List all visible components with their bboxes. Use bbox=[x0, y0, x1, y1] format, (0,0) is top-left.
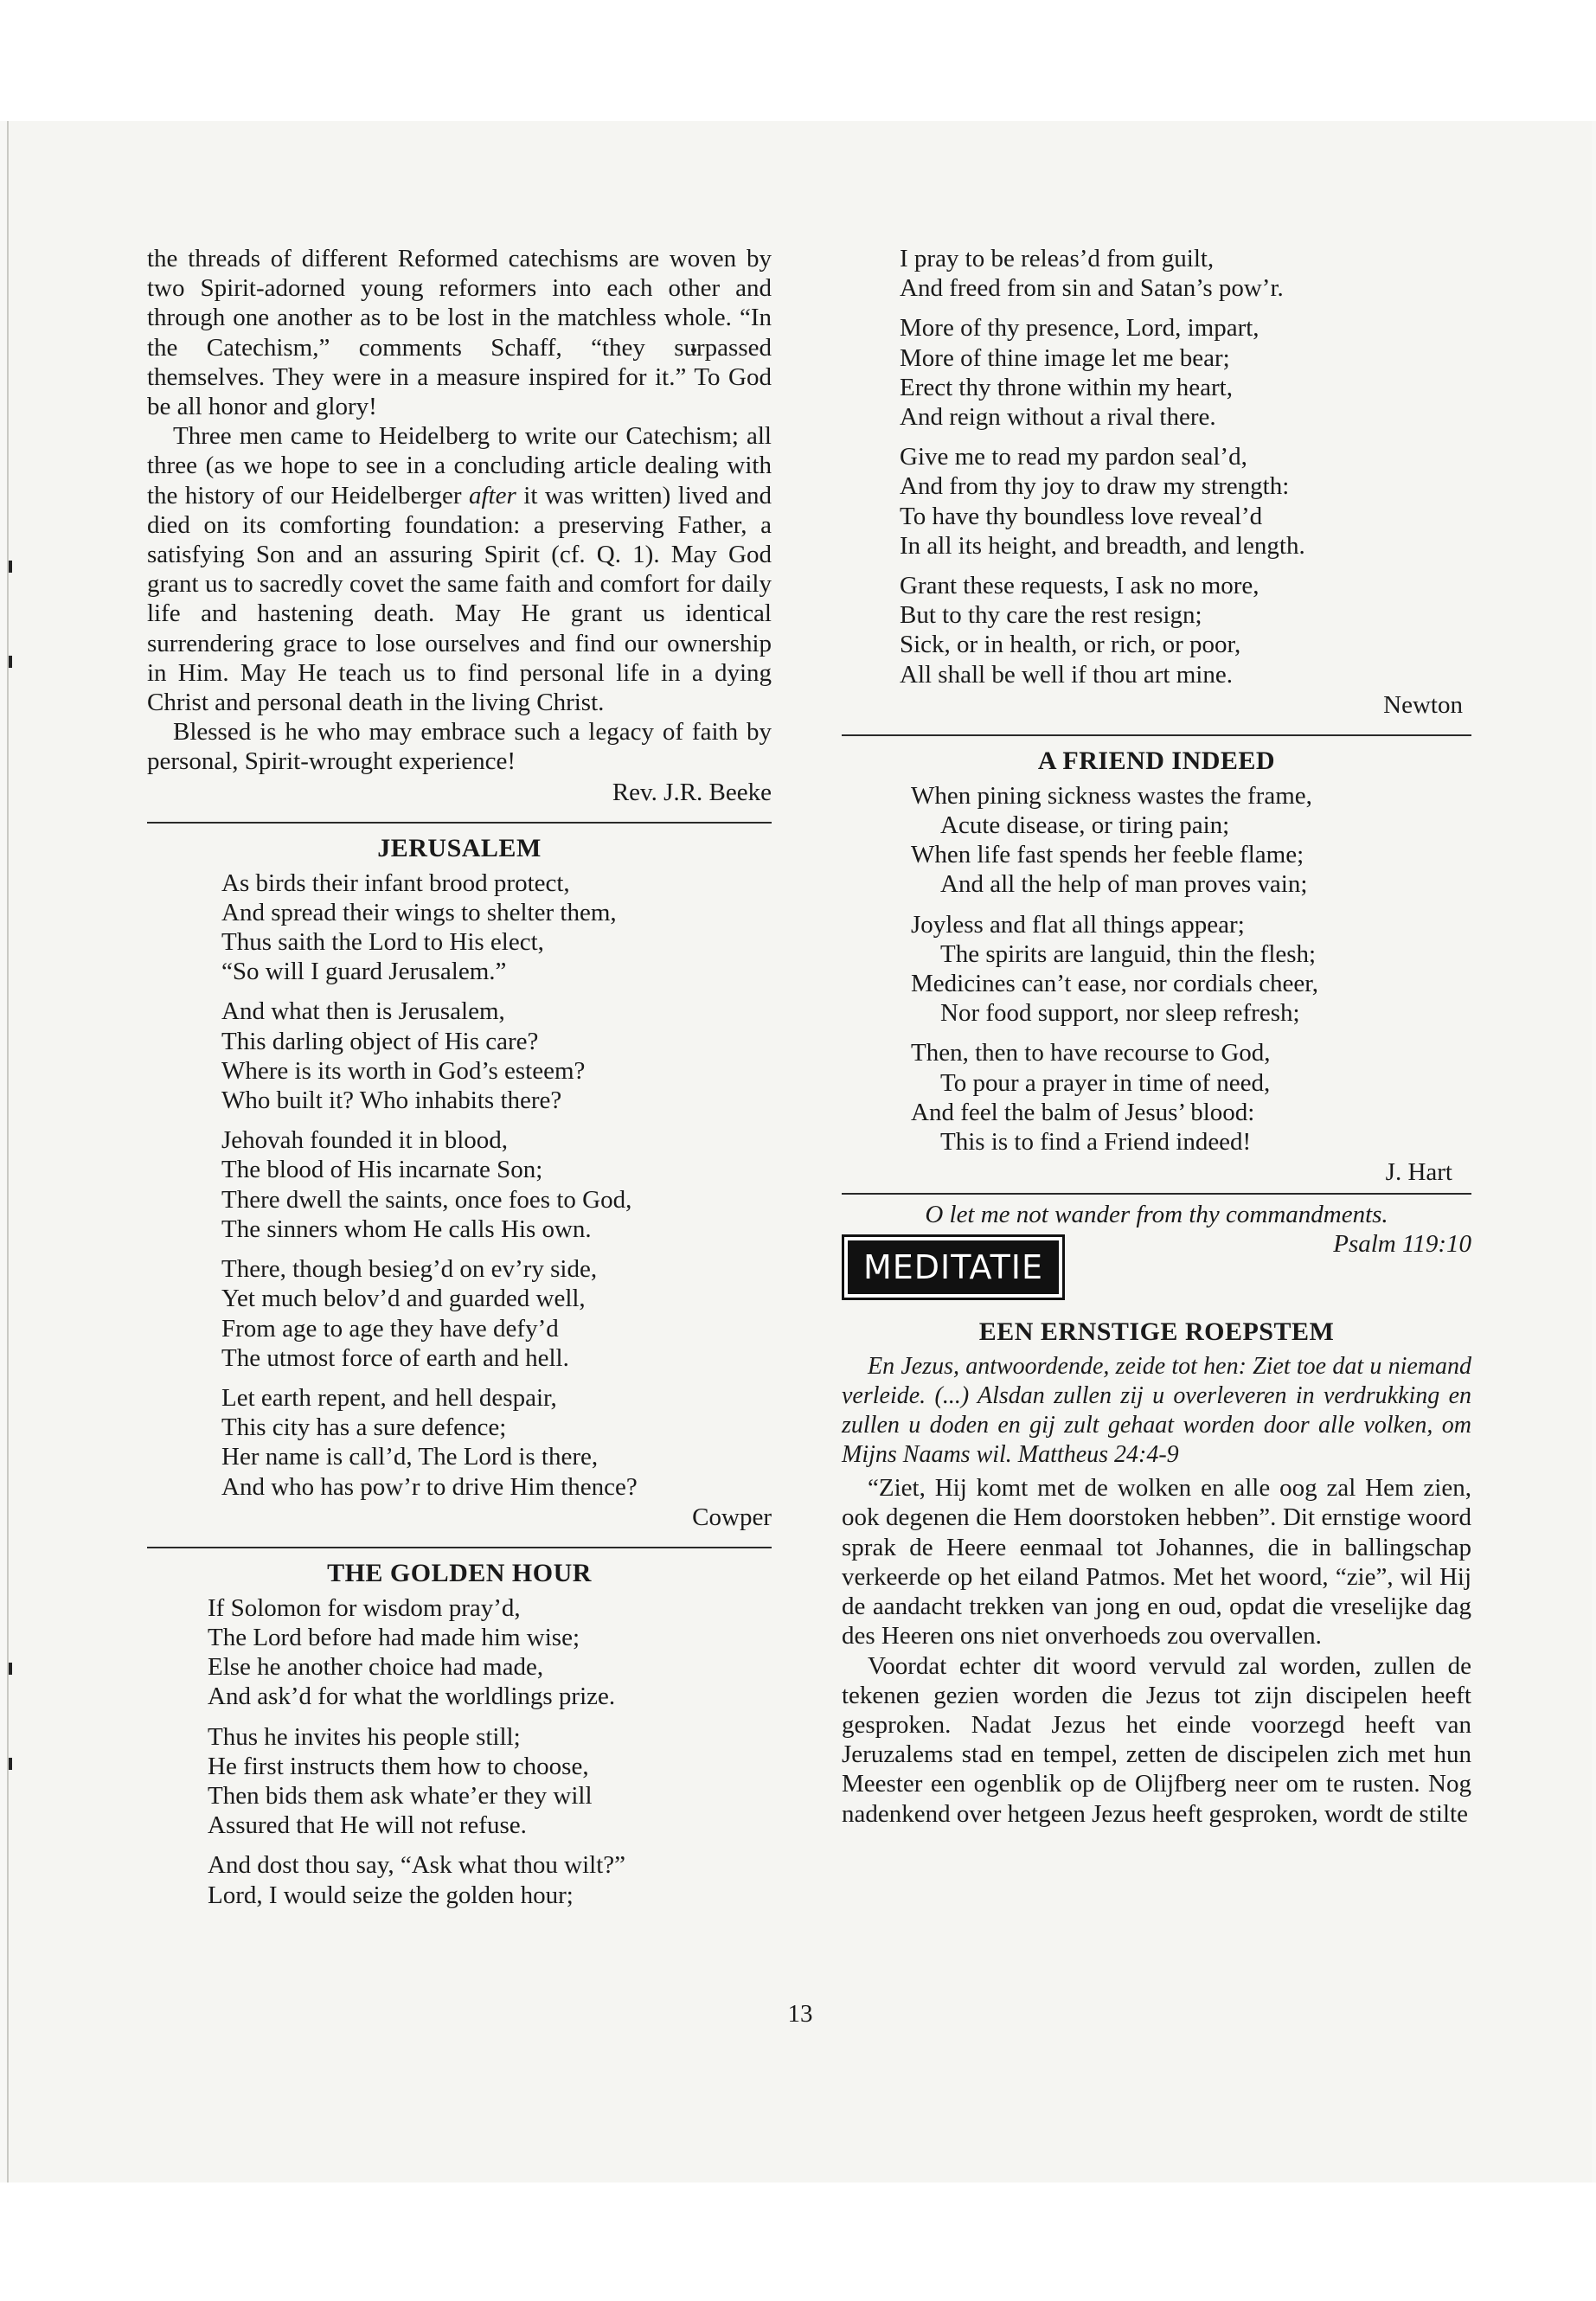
poem-line: And dost thou say, “Ask what thou wilt?” bbox=[208, 1851, 626, 1880]
margin-mark bbox=[9, 1663, 12, 1675]
poem-line: And all the help of man proves vain; bbox=[940, 870, 1308, 899]
poem-line: If Solomon for wisdom pray’d, bbox=[208, 1593, 521, 1622]
poem-line: Joyless and flat all things appear; bbox=[911, 910, 1245, 939]
poem-line: To pour a prayer in time of need, bbox=[940, 1068, 1271, 1097]
section-divider bbox=[147, 1547, 772, 1548]
poem-line: As birds their infant brood protect, bbox=[221, 868, 570, 897]
poem-line: There dwell the saints, once foes to God, bbox=[221, 1185, 632, 1214]
stanza bbox=[911, 781, 1471, 900]
poem-line: Her name is call’d, The Lord is there, bbox=[221, 1443, 599, 1471]
poem-line: He first instructs them how to choose, bbox=[208, 1752, 589, 1780]
poem-line: From age to age they have defy’d bbox=[221, 1314, 559, 1343]
stanza bbox=[900, 313, 1471, 432]
poem-line: When pining sickness wastes the frame, bbox=[911, 781, 1312, 810]
poem-line: Acute disease, or tiring pain; bbox=[940, 811, 1230, 840]
poem-line: To have thy boundless love reveal’d bbox=[900, 502, 1263, 530]
stanza bbox=[221, 1254, 772, 1373]
margin-mark bbox=[9, 561, 12, 573]
poem-line: Then bids them ask whate’er they will bbox=[208, 1781, 593, 1810]
poem-golden-hour bbox=[147, 1593, 772, 1910]
meditation-title: EEN ERNSTIGE ROEPSTEM bbox=[978, 1317, 1335, 1347]
section-divider bbox=[147, 822, 772, 824]
poem-author: J. Hart bbox=[1385, 1158, 1452, 1187]
poem-line: When life fast spends her feeble flame; bbox=[911, 841, 1304, 869]
stanza bbox=[900, 244, 1471, 303]
poem-line: Nor food support, nor sleep refresh; bbox=[940, 999, 1300, 1028]
poem-line: Assured that He will not refuse. bbox=[208, 1811, 527, 1840]
stanza bbox=[221, 1125, 772, 1244]
meditatie-badge bbox=[842, 1234, 1065, 1300]
poem-line: But to thy care the rest resign; bbox=[900, 601, 1202, 630]
intro-text: Three men came to Heidelberg to write our Catechism; all three (as we hope to see in a concluding article dealing with the history of our Heidelberger bbox=[147, 422, 772, 510]
poem-line: And feel the balm of Jesus’ blood: bbox=[911, 1098, 1255, 1126]
poem-line: Where is its worth in God’s esteem? bbox=[221, 1056, 586, 1085]
stanza bbox=[900, 571, 1471, 689]
margin-mark bbox=[9, 1758, 12, 1770]
stanza bbox=[221, 1383, 772, 1502]
meditatie-label: MEDITATIE bbox=[848, 1240, 1059, 1294]
magazine-page bbox=[7, 121, 1592, 2185]
scripture-quote: O let me not wander from thy commandments. bbox=[925, 1201, 1388, 1229]
poem-line: And what then is Jerusalem, bbox=[221, 997, 505, 1026]
poem-line: This darling object of His care? bbox=[221, 1027, 539, 1055]
poem-line: Sick, or in health, or rich, or poor, bbox=[900, 631, 1241, 659]
poem-line: And from thy joy to draw my strength: bbox=[900, 472, 1290, 501]
intro-italic-word: after bbox=[469, 481, 516, 510]
poem-line: In all its height, and breadth, and length. bbox=[900, 531, 1305, 560]
poem-line: Medicines can’t ease, nor cordials cheer, bbox=[911, 970, 1318, 998]
poem-author: Cowper bbox=[692, 1503, 772, 1531]
poem-line: More of thy presence, Lord, impart, bbox=[900, 314, 1259, 343]
stanza bbox=[208, 1850, 772, 1909]
poem-line: Thus he invites his people still; bbox=[208, 1722, 521, 1751]
poem-line: The Lord before had made him wise; bbox=[208, 1623, 580, 1651]
intro-signature: Rev. J.R. Beeke bbox=[612, 778, 772, 806]
meditation-paragraph: Voordat echter dit woord vervuld zal worden, zullen de tekenen gezien worden die Jezus tot zijn discipelen heeft gesproken. Nadat Jezus het einde voorzegd heeft van Jeruzalems stad en tempel, zetten de discipelen zich met hun Meester een ogenblik op de Olijfberg neer om te rusten. Nog nadenkend over hetgeen Jezus heeft gesproken, wordt de stilte bbox=[842, 1651, 1471, 1828]
stanza bbox=[900, 442, 1471, 561]
poem-title-friend-indeed: A FRIEND INDEED bbox=[1037, 746, 1276, 775]
stanza bbox=[221, 997, 772, 1115]
scripture-reference: Psalm 119:10 bbox=[1333, 1230, 1471, 1259]
intro-paragraph bbox=[147, 421, 772, 717]
stanza bbox=[208, 1722, 772, 1841]
poem-line: Else he another choice had made, bbox=[208, 1653, 544, 1682]
intro-text: it was written) lived and died on its comforting foundation: a preserving Father, a satisfying Son and an assuring Spirit (cf. Q. 1). May God grant us to sacredly covet the same faith and comfort for daily life and hastening death. May He grant us identical surrendering grace to lose ourselves and find our ownership in Him. May He teach us to find personal life in a dying Christ and personal death in the living Christ. bbox=[147, 481, 772, 717]
meditation-paragraph: “Ziet, Hij komt met de wolken en alle oog zal Hem zien, ook degenen die Hem doorstoken hebben”. Dit ernstige woord sprak de Heere eenmaal tot Johannes, die in ballingschap verkeerde op het eiland Patmos. Met het woord, “zie”, wil Hij de aandacht trekken van jong en oud, opdat die vreselijke dag des Heeren ons niet onverhoeds zou overvallen. bbox=[842, 1474, 1471, 1650]
poem-line: Who built it? Who inhabits there? bbox=[221, 1086, 562, 1115]
poem-jerusalem bbox=[147, 868, 772, 1502]
poem-line: Yet much belov’d and guarded well, bbox=[221, 1285, 586, 1313]
poem-line: Grant these requests, I ask no more, bbox=[900, 572, 1259, 600]
poem-line: “So will I guard Jerusalem.” bbox=[221, 958, 507, 986]
stanza bbox=[221, 868, 772, 987]
stanza bbox=[911, 910, 1471, 1029]
page-number: 13 bbox=[787, 2000, 813, 2028]
poem-line: And reign without a rival there. bbox=[900, 403, 1216, 432]
intro-paragraph: Blessed is he who may embrace such a legacy of faith by personal, Spirit-wrought experience! bbox=[147, 718, 772, 776]
margin-mark bbox=[9, 656, 12, 668]
poem-line: There, though besieg’d on ev’ry side, bbox=[221, 1255, 598, 1284]
top-margin bbox=[0, 0, 1596, 121]
poem-line: Give me to read my pardon seal’d, bbox=[900, 443, 1247, 471]
poem-line: The spirits are languid, thin the flesh; bbox=[940, 939, 1317, 968]
poem-newton bbox=[842, 244, 1471, 689]
poem-friend-indeed bbox=[842, 781, 1471, 1157]
section-divider bbox=[842, 734, 1471, 736]
bottom-margin bbox=[0, 2182, 1596, 2301]
section-divider bbox=[842, 1193, 1471, 1195]
poem-line: This is to find a Friend indeed! bbox=[940, 1128, 1252, 1157]
intro-paragraph: the threads of different Reformed catechisms are woven by two Spirit-adorned young reformers into each other and through one another as to be lost in the matchless whole. “In the Catechism,” comments Schaff, “they surpassed themselves. They were in a measure inspired for it.” To God be all honor and glory! bbox=[147, 245, 772, 421]
poem-line: The sinners whom He calls His own. bbox=[221, 1215, 592, 1243]
poem-line: And spread their wings to shelter them, bbox=[221, 898, 617, 926]
poem-line: The blood of His incarnate Son; bbox=[221, 1156, 543, 1184]
poem-title-jerusalem: JERUSALEM bbox=[377, 833, 542, 862]
left-column bbox=[147, 244, 772, 1920]
poem-line: Lord, I would seize the golden hour; bbox=[208, 1881, 574, 1909]
poem-line: Then, then to have recourse to God, bbox=[911, 1039, 1271, 1067]
right-column bbox=[842, 244, 1471, 1829]
poem-line: Let earth repent, and hell despair, bbox=[221, 1383, 557, 1412]
poem-author: Newton bbox=[1383, 690, 1463, 719]
poem-line: Jehovah founded it in blood, bbox=[221, 1126, 509, 1155]
poem-line: The utmost force of earth and hell. bbox=[221, 1343, 569, 1372]
poem-line: All shall be well if thou art mine. bbox=[900, 660, 1233, 689]
poem-line: And ask’d for what the worldlings prize. bbox=[208, 1682, 616, 1711]
poem-line: And who has pow’r to drive Him thence? bbox=[221, 1472, 638, 1501]
poem-title-golden-hour: THE GOLDEN HOUR bbox=[327, 1558, 592, 1587]
meditation-scripture: En Jezus, antwoordende, zeide tot hen: Ziet toe dat u niemand verleide. (...) Alsdan zullen zij u overleveren in verdrukking en zullen u doden en gij zult gehaat worden door alle volken, om Mijns Naams wil. Mattheus 24:4-9 bbox=[842, 1353, 1471, 1469]
stanza bbox=[208, 1593, 772, 1712]
poem-line: I pray to be releas’d from guilt, bbox=[900, 245, 1215, 272]
poem-line: Thus saith the Lord to His elect, bbox=[221, 928, 544, 957]
poem-line: This city has a sure defence; bbox=[221, 1413, 507, 1442]
poem-line: Erect thy throne within my heart, bbox=[900, 373, 1233, 401]
poem-line: More of thine image let me bear; bbox=[900, 343, 1230, 372]
stanza bbox=[911, 1038, 1471, 1157]
poem-line: And freed from sin and Satan’s pow’r. bbox=[900, 274, 1284, 303]
